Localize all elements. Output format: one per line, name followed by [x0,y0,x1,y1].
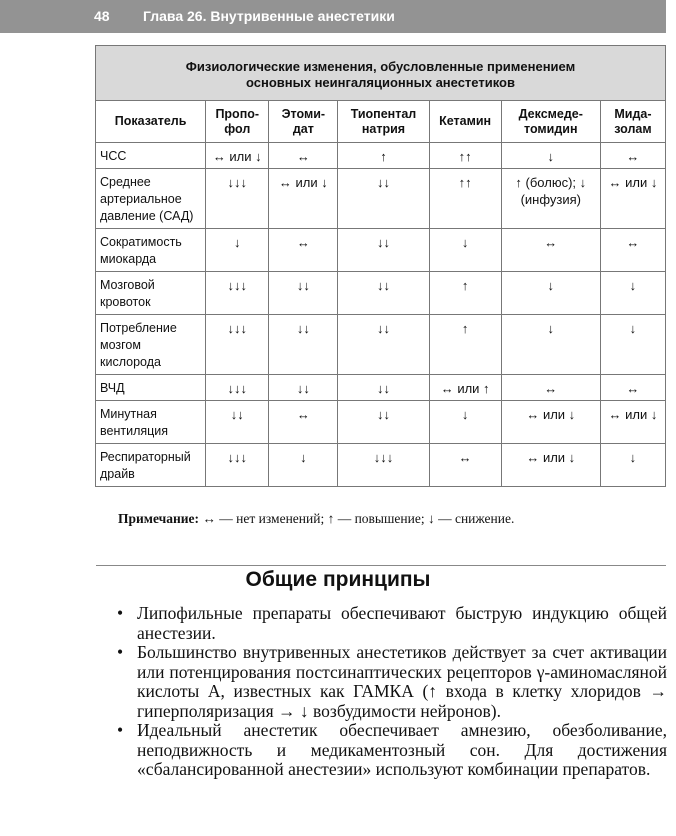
column-header [269,101,338,143]
row-label: Мозговой кровоток [96,272,206,315]
row-label: Среднее артериальное давление (САД) [96,169,206,229]
column-header-line: томидин [524,121,578,136]
bullet-item [117,604,667,643]
table-row [96,315,666,375]
table-cell: ↓ [600,444,665,487]
chapter-title: Глава 26. Внутривенные анестетики [143,8,395,24]
table-cell: ↓↓ [338,375,429,401]
table-cell: ↓ [600,315,665,375]
table-cell: ↔ или ↓ [600,169,665,229]
table-row [96,169,666,229]
column-header [600,101,665,143]
bullet-item [117,721,667,780]
page-number: 48 [94,8,110,24]
table-cell: ↔ [600,143,665,169]
table-row [96,272,666,315]
table-cell: ↑ [429,315,501,375]
table-cell: ↓↓ [269,272,338,315]
table-row [96,143,666,169]
table-cell: ↔ или ↓ [501,444,600,487]
table-cell: ↓↓ [338,401,429,444]
column-header-line: дат [292,121,314,136]
column-header-line: Дексмеде- [518,106,583,121]
table-cell: ↓ [269,444,338,487]
column-header [338,101,429,143]
section-heading: Общие принципы [245,568,431,591]
column-header-line: Пропо- [215,106,260,121]
section-divider [96,565,666,566]
bullet-dot-icon: • [117,603,124,623]
column-header-line: золам [614,121,652,136]
table-cell: ↑ (болюс); ↓ (инфузия) [501,169,600,229]
table-cell: ↑ [338,143,429,169]
column-header-line: Мида- [614,106,652,121]
bullet-dot-icon: • [117,720,124,740]
table-cell: ↓↓ [338,229,429,272]
table-cell: ↑↑ [429,143,501,169]
page-header [0,0,666,33]
table-cell: ↓↓ [338,272,429,315]
table-cell: ↓↓ [269,315,338,375]
table-cell: ↓ [501,143,600,169]
table-row [96,229,666,272]
table-cell: ↓ [206,229,269,272]
column-header-line: натрия [361,121,406,136]
column-header-line: Тиопентал [350,106,417,121]
table-row [96,375,666,401]
table-cell: ↓↓ [206,401,269,444]
table-cell: ↓ [501,315,600,375]
column-header-line: Кетамин [439,114,492,128]
table-cell: ↓↓↓ [206,444,269,487]
row-label: ЧСС [96,143,206,169]
bullet-text: Большинство внутривенных анестетиков действует за счет активации или потенцирования постсинаптических рецепторов γ-аминомасляной кислоты А, известных как ГАМКА (↑ входа в клетку хлоридов → гиперполяризация → ↓ возбудимости нейронов). [137,642,667,721]
table-row [96,401,666,444]
table-title-line2: основных неингаляционных анестетиков [246,75,515,90]
table-cell: ↓↓↓ [206,375,269,401]
column-header [501,101,600,143]
table-cell: ↓↓↓ [206,315,269,375]
row-label: Сократимость миокарда [96,229,206,272]
table-cell: ↔ или ↓ [206,143,269,169]
column-header-line: Показатель [114,114,187,128]
bullet-text: Липофильные препараты обеспечивают быструю индукцию общей анестезии. [137,603,667,643]
bullet-list [117,604,667,780]
table-cell: ↓↓↓ [338,444,429,487]
bullet-dot-icon: • [117,642,124,662]
table-cell: ↑ [429,272,501,315]
table-cell: ↓ [429,401,501,444]
table-cell: ↓↓ [338,315,429,375]
bullet-text: Идеальный анестетик обеспечивает амнезию, обезболивание, неподвижность и медикаментозный сон. Для достижения «сбалансированной анестезии» используют комбинации препаратов. [137,720,667,779]
table-cell: ↓ [600,272,665,315]
table-cell: ↔ [269,401,338,444]
table-cell: ↔ или ↓ [501,401,600,444]
table-cell: ↓↓ [338,169,429,229]
table-cell: ↔ [501,375,600,401]
table-cell: ↔ [600,229,665,272]
row-label: ВЧД [96,375,206,401]
table-cell: ↔ [501,229,600,272]
table-note [118,511,514,527]
table-column-headers [96,101,666,143]
table-title [96,46,666,101]
table-cell: ↔ [429,444,501,487]
row-label: Минутная вентиляция [96,401,206,444]
table-cell: ↔ [600,375,665,401]
table-cell: ↔ [269,143,338,169]
table-cell: ↓ [429,229,501,272]
table-cell: ↑↑ [429,169,501,229]
table-cell: ↓↓↓ [206,272,269,315]
table-body [96,143,666,487]
row-label: Потребление мозгом кислорода [96,315,206,375]
table-cell: ↔ или ↓ [600,401,665,444]
column-header-line: фол [224,121,251,136]
column-header [96,101,206,143]
table-cell: ↓↓↓ [206,169,269,229]
table-title-line1: Физиологические изменения, обусловленные применением [185,59,576,74]
note-label: Примечание: [118,511,200,526]
column-header [429,101,501,143]
table-cell: ↓ [501,272,600,315]
table-cell: ↔ [269,229,338,272]
table-cell: ↔ или ↓ [269,169,338,229]
table-row [96,444,666,487]
column-header [206,101,269,143]
row-label: Респираторный драйв [96,444,206,487]
table-cell: ↓↓ [269,375,338,401]
anesthetics-table [95,45,666,487]
bullet-item [117,643,667,721]
column-header-line: Этоми- [281,106,326,121]
table-cell: ↔ или ↑ [429,375,501,401]
note-text: ↔ — нет изменений; ↑ — повышение; ↓ — снижение. [202,511,515,526]
